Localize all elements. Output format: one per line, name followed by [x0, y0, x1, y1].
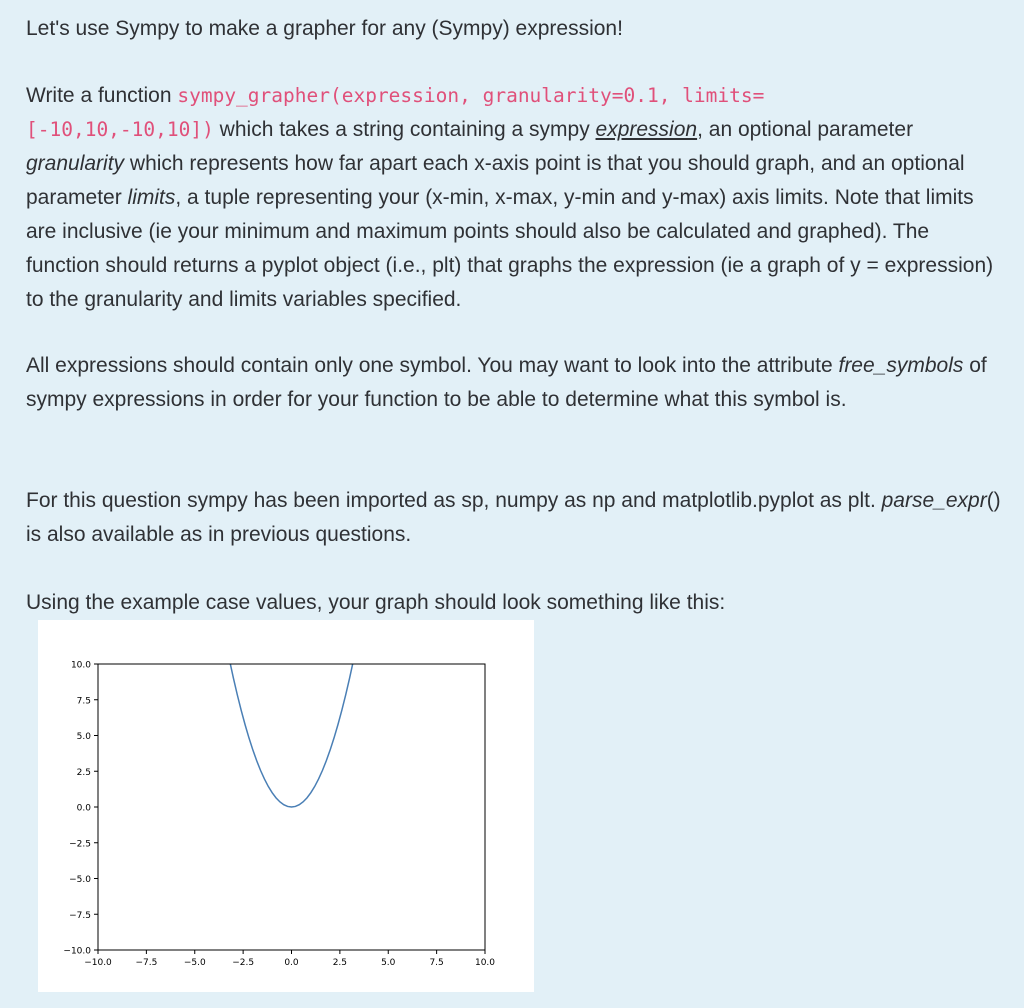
y-tick-label: 0.0: [76, 803, 91, 814]
example-chart: [38, 620, 534, 992]
x-tick-label: 7.5: [429, 958, 444, 968]
spec-takes: which takes a string containing a sympy: [213, 118, 596, 141]
y-tick-label: −10.0: [63, 946, 91, 957]
x-tick-label: −7.5: [135, 958, 158, 968]
x-tick-label: 5.0: [381, 958, 396, 968]
parse-expr-term: parse_expr: [881, 489, 987, 512]
x-tick-label: −5.0: [183, 958, 206, 968]
example-graph-figure: [38, 620, 534, 992]
intro-text: Let's use Sympy to make a grapher for any (Sympy) expression!: [26, 17, 623, 40]
x-tick-label: 2.5: [332, 958, 348, 968]
imports-post: () is also available as in previous questions.: [26, 489, 1001, 546]
series-line-0: [230, 661, 354, 807]
y-tick-label: 10.0: [70, 660, 91, 671]
example-intro-text: Using the example case values, your graph should look something like this:: [26, 591, 726, 614]
x-tick-label: 0.0: [284, 958, 299, 968]
function-signature-line1: sympy_grapher(expression, granularity=0.1, limits=: [177, 84, 765, 107]
symbols-paragraph: [26, 349, 1001, 417]
x-tick-label: −10.0: [84, 958, 112, 968]
limits-term: limits: [127, 186, 176, 209]
imports-paragraph: [26, 484, 1001, 552]
y-tick-label: −5.0: [69, 875, 91, 885]
spec-rest: , a tuple representing your (x-min, x-max, y-min and y-max) axis limits. Note that limits are inclusive (ie your minimum and maximum points should also be calculated and graphed). The function should returns a pyplot object (i.e., plt) that graphs the expression (ie a graph of y = expression) to the granularity and limits variables specified.: [26, 186, 994, 311]
spec-granularity-desc: which represents how far apart each x-axis point is that you should graph, and an optional parameter: [26, 152, 965, 209]
function-signature-line2: [-10,10,-10,10]): [26, 118, 214, 141]
symbols-post: of sympy expressions in order for your function to be able to determine what this symbol is.: [26, 354, 987, 411]
x-tick-label: −2.5: [232, 958, 255, 968]
function-spec-paragraph: [26, 79, 1001, 317]
free-symbols-term: free_symbols: [838, 354, 964, 377]
x-tick-label: 10.0: [474, 958, 496, 968]
y-tick-label: −7.5: [69, 910, 91, 921]
granularity-term: granularity: [26, 152, 125, 175]
y-tick-label: −2.5: [69, 839, 91, 850]
y-tick-label: 5.0: [76, 732, 91, 742]
symbols-pre: All expressions should contain only one symbol. You may want to look into the attribute: [26, 354, 839, 377]
expression-link[interactable]: expression: [595, 118, 698, 141]
spec-write: Write a function: [26, 84, 178, 107]
y-tick-label: 2.5: [76, 767, 91, 778]
imports-pre: For this question sympy has been imported as sp, numpy as np and matplotlib.pyplot as plt.: [26, 489, 882, 512]
y-tick-label: 7.5: [76, 696, 91, 707]
spec-optional: , an optional parameter: [697, 118, 914, 141]
